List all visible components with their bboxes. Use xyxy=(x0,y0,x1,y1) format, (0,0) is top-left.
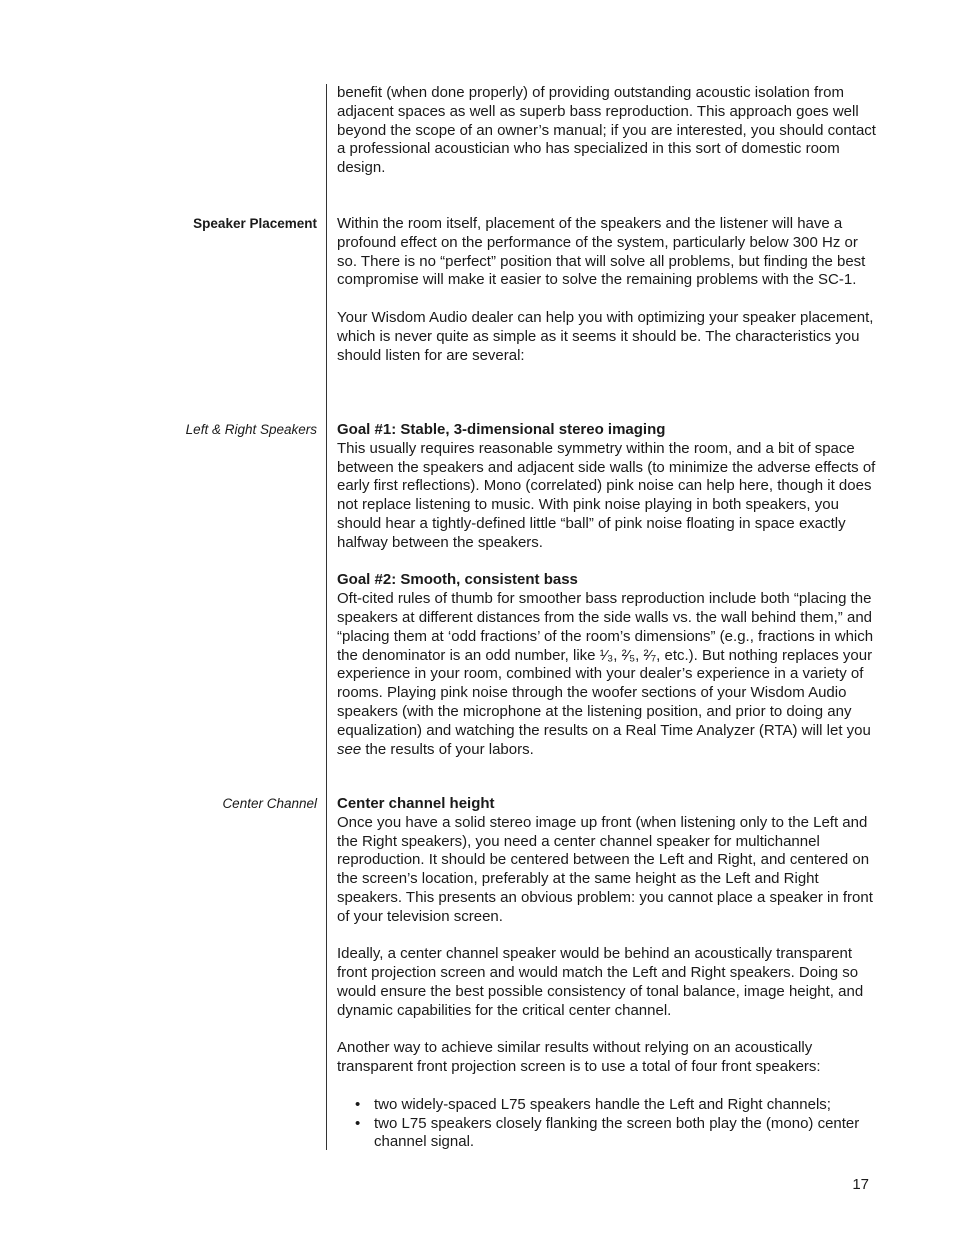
center-channel-heading: Center channel height xyxy=(337,795,495,812)
side-label-center-channel: Center Channel xyxy=(222,796,317,811)
goal1-heading: Goal #1: Stable, 3-dimensional stereo imaging xyxy=(337,421,666,438)
margin-rule xyxy=(326,84,327,1150)
bullet-item: • two L75 speakers closely flanking the screen both play the (mono) center channel signal. xyxy=(337,1115,877,1153)
goal2-italic-word: see xyxy=(337,740,362,758)
speaker-bullet-list xyxy=(337,1096,877,1152)
page-number: 17 xyxy=(852,1176,869,1193)
speaker-placement-paragraph-1: Within the room itself, placement of the speakers and the listener will have a profound effect on the performance of the system, particularly below 300 Hz or so. There is no “perfect” position that will solve all problems, but finding the best compromise will make it easier to solve the remaining problems with the SC-1. xyxy=(337,215,866,289)
center-channel-section xyxy=(337,795,877,1152)
goal2-text-end: the results of your labors. xyxy=(365,740,534,758)
goal1-text: This usually requires reasonable symmetry within the room, and a bit of space between the speakers and adjacent side walls (to minimize the adverse effects of early first reflections). Mono (correlated) pink noise can help here, though it does not replace listening to music. With pink noise playing in both speakers, you should hear a tightly-defined little “ball” of pink noise floating in space exactly halfway between the speakers. xyxy=(337,439,876,551)
speaker-placement-section xyxy=(337,215,877,365)
bullet-item: • two widely-spaced L75 speakers handle the Left and Right channels; xyxy=(337,1096,877,1115)
left-right-section xyxy=(337,421,877,759)
goal2-text-main: Oft-cited rules of thumb for smoother bass reproduction include both “placing the speakers at different distances from the side walls vs. the wall behind them,” and “placing them at ‘odd fractions’ of the room’s dimensions” (e.g., fractions in which the denominator is an odd number, like ¹⁄₃, ²⁄₅, ²⁄₇, etc.). But nothing replaces your experience in your room, combined with your dealer’s experience in a variety of rooms. Playing pink noise through the woofer sections of your Wisdom Audio speakers (with the microphone at the listening position, and prior to doing any equalization) and watching the results on a Real Time Analyzer (RTA) will let you xyxy=(337,590,874,739)
center-channel-paragraph-1: Once you have a solid stereo image up front (when listening only to the Left and the Right speakers), you need a center channel speaker for multichannel reproduction. It should be centered between the Left and Right, and centered on the screen’s location, preferably at the same height as the Left and Right speakers. This presents an obvious problem: you cannot place a speaker in front of your television screen. xyxy=(337,813,873,925)
goal2-heading: Goal #2: Smooth, consistent bass xyxy=(337,571,578,589)
intro-section xyxy=(337,84,877,178)
center-channel-paragraph-3: Another way to achieve similar results without relying on an acoustically transparent front projection screen is to use a total of four front speakers: xyxy=(337,1039,821,1076)
intro-paragraph: benefit (when done properly) of providing outstanding acoustic isolation from adjacent spaces as well as superb bass reproduction. This approach goes well beyond the scope of an owner’s manual; if you are interested, you should contact a professional acoustician who has specialized in this sort of domestic room design. xyxy=(337,84,876,177)
side-label-speaker-placement: Speaker Placement xyxy=(193,216,317,231)
center-channel-paragraph-2: Ideally, a center channel speaker would be behind an acoustically transparent front projection screen and would match the Left and Right speakers. Doing so would ensure the best possible consistency of tonal balance, image height, and dynamic capabilities for the critical center channel. xyxy=(337,945,864,1019)
goal2-text xyxy=(337,590,877,759)
side-label-left-right-speakers: Left & Right Speakers xyxy=(185,422,317,437)
speaker-placement-paragraph-2: Your Wisdom Audio dealer can help you with optimizing your speaker placement, which is never quite as simple as it seems it should be. The characteristics you should listen for are several: xyxy=(337,308,874,364)
